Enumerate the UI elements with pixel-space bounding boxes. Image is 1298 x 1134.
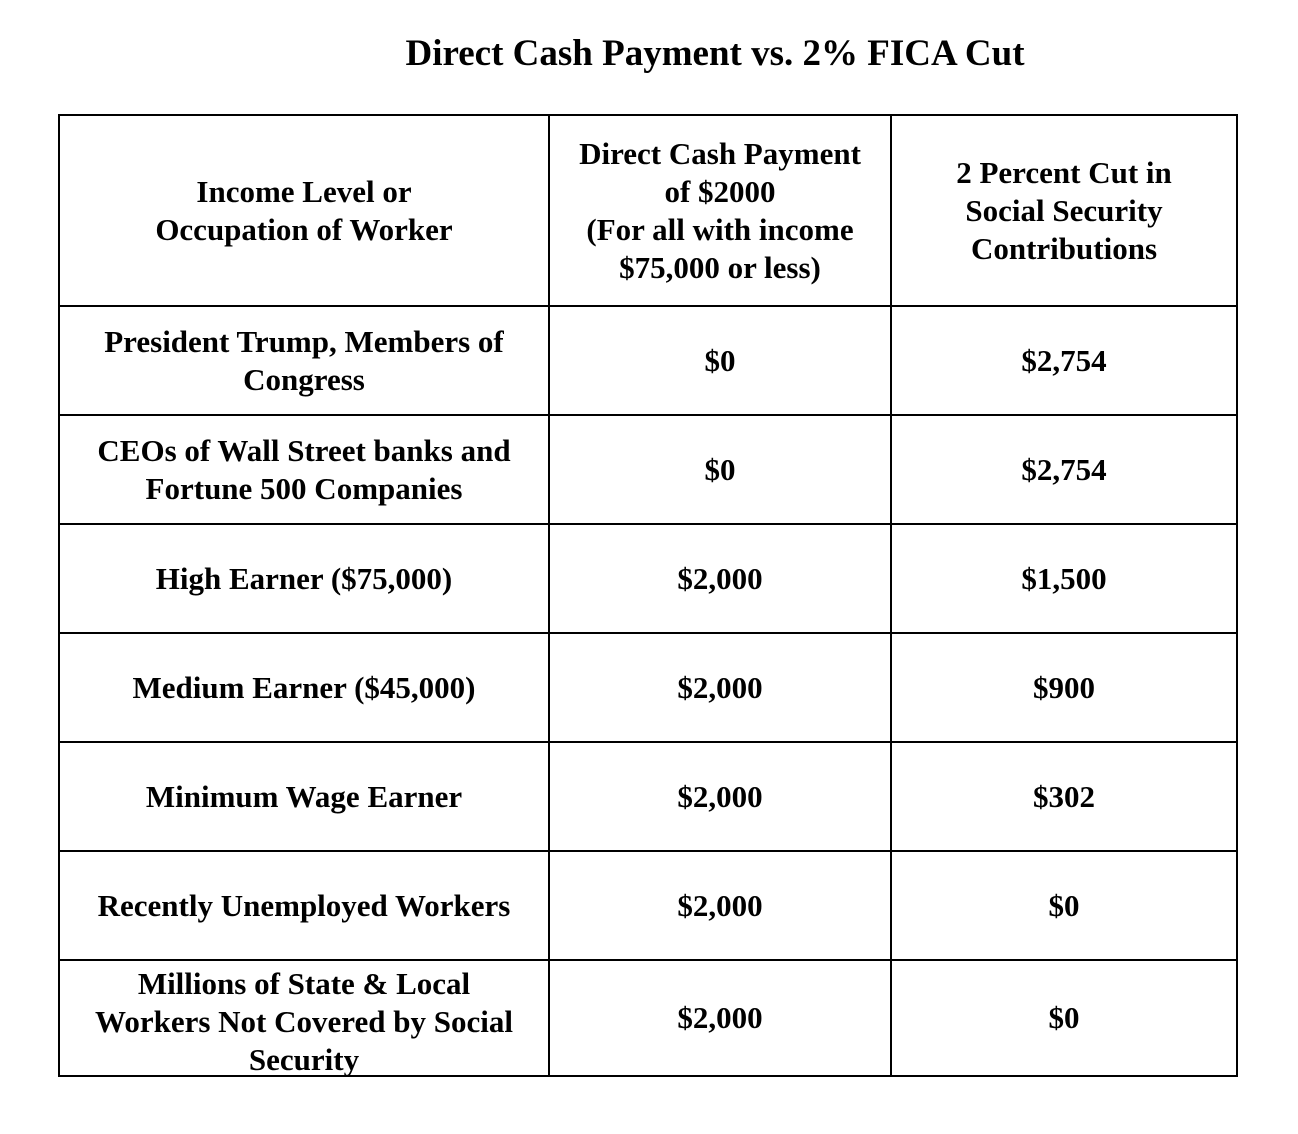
direct-cash-cell: $2,000 <box>549 851 891 960</box>
header-line: Income Level or <box>196 173 412 209</box>
header-line: Social Security <box>965 192 1163 228</box>
label-block <box>70 965 538 1079</box>
header-direct-cash <box>549 115 891 306</box>
table-header-row <box>59 115 1237 306</box>
fica-cut-cell: $302 <box>891 742 1237 851</box>
fica-cut-cell: $1,500 <box>891 524 1237 633</box>
header-line: of $2000 <box>664 173 776 209</box>
table-row <box>59 960 1237 1076</box>
comparison-table <box>58 114 1238 1077</box>
income-level-cell <box>59 524 549 633</box>
page-title: Direct Cash Payment vs. 2% FICA Cut <box>405 33 1025 74</box>
fica-cut-cell: $0 <box>891 960 1237 1076</box>
income-level-cell <box>59 851 549 960</box>
table-row <box>59 633 1237 742</box>
direct-cash-cell: $0 <box>549 306 891 415</box>
direct-cash-cell: $2,000 <box>549 742 891 851</box>
fica-cut-cell: $2,754 <box>891 415 1237 524</box>
table-row <box>59 851 1237 960</box>
fica-cut-cell: $0 <box>891 851 1237 960</box>
header-line: Contributions <box>970 230 1158 266</box>
header-income-level <box>59 115 549 306</box>
label-line: High Earner ($75,000) <box>155 560 453 596</box>
header-fica-cut <box>891 115 1237 306</box>
table-row <box>59 742 1237 851</box>
table-row <box>59 524 1237 633</box>
income-level-cell <box>59 633 549 742</box>
table-row <box>59 306 1237 415</box>
header-line: Occupation of Worker <box>155 211 453 247</box>
fica-cut-cell: $900 <box>891 633 1237 742</box>
fica-cut-cell: $2,754 <box>891 306 1237 415</box>
label-line: CEOs of Wall Street banks and <box>97 432 511 468</box>
label-line: President Trump, Members of <box>104 323 504 359</box>
label-line: Minimum Wage Earner <box>145 778 463 814</box>
label-line: Fortune 500 Companies <box>145 470 463 506</box>
direct-cash-cell: $2,000 <box>549 633 891 742</box>
header-line: $75,000 or less) <box>619 249 821 285</box>
direct-cash-cell: $2,000 <box>549 524 891 633</box>
income-level-cell <box>59 306 549 415</box>
label-line: Workers Not Covered by Social <box>95 1004 513 1039</box>
table-row <box>59 415 1237 524</box>
direct-cash-cell: $0 <box>549 415 891 524</box>
label-line: Recently Unemployed Workers <box>97 887 511 923</box>
header-line: 2 Percent Cut in <box>956 154 1172 190</box>
label-line: Congress <box>243 361 365 397</box>
income-level-cell <box>59 742 549 851</box>
label-line: Medium Earner ($45,000) <box>132 669 476 705</box>
income-level-cell <box>59 960 549 1076</box>
header-line: Direct Cash Payment <box>579 135 861 171</box>
header-line: (For all with income <box>586 211 854 247</box>
label-line: Security <box>248 1042 360 1077</box>
label-line: Millions of State & Local <box>137 966 471 1001</box>
income-level-cell <box>59 415 549 524</box>
direct-cash-cell: $2,000 <box>549 960 891 1076</box>
